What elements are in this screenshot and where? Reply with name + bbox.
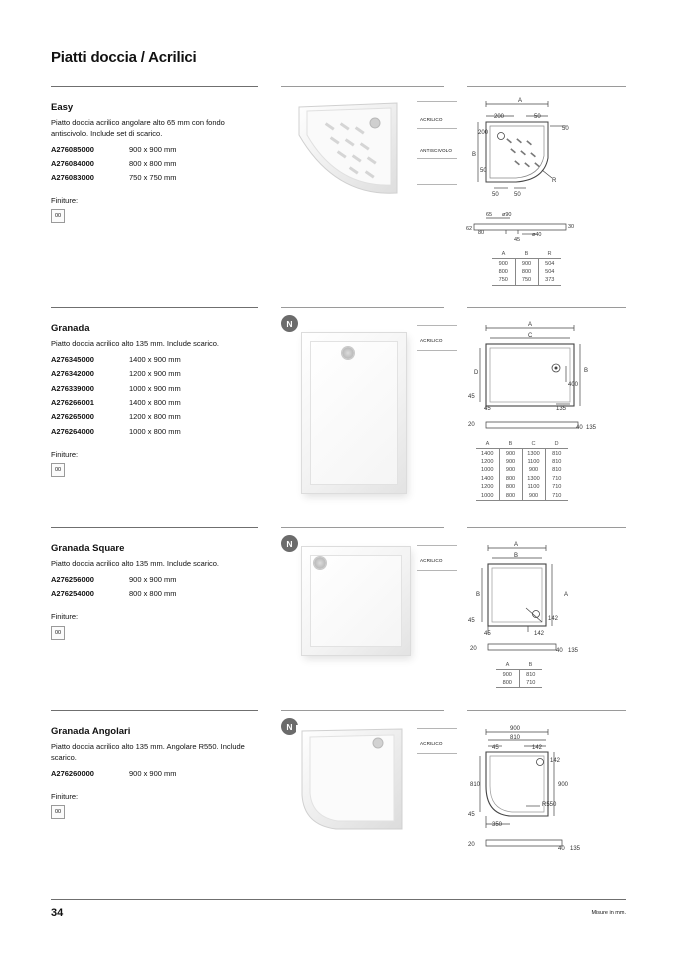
dim-cell: 1100 <box>522 483 545 491</box>
dim-label: 135 <box>586 425 597 431</box>
finish-swatch: 00 <box>51 209 65 223</box>
dim-label: B <box>476 592 481 598</box>
dim-label: 20 <box>468 422 475 428</box>
corner-tray-photo <box>285 95 410 205</box>
dim-label: 135 <box>568 648 579 654</box>
dim-cell: 900 <box>522 466 545 474</box>
dim-cell: 710 <box>545 483 568 491</box>
tray-basin <box>310 555 402 647</box>
dim-label: 142 <box>548 616 559 622</box>
dim-cell: 810 <box>545 458 568 466</box>
dim-label: 50 <box>534 114 541 120</box>
dim-label: 45 <box>484 406 491 412</box>
dim-cell: 1400 <box>481 475 494 482</box>
product-description: Piatto doccia acrilico alto 135 mm. Include scarico. <box>51 559 219 568</box>
dim-label: R <box>552 178 557 184</box>
dim-label: 200 <box>478 130 489 136</box>
section-divider <box>467 710 626 711</box>
product-name: Granada <box>51 323 90 334</box>
product-code: A276085000 <box>51 145 94 154</box>
product-photo <box>302 547 410 655</box>
product-code: A276256000 <box>51 575 94 584</box>
product-size: 1200 x 900 mm <box>129 369 181 378</box>
dim-label: B <box>514 553 519 559</box>
dim-label: B <box>472 152 477 158</box>
dim-label: 135 <box>556 406 567 412</box>
dim-cell: 810 <box>519 670 542 679</box>
product-description: Piatto doccia acrilico alto 135 mm. Include scarico. <box>51 339 219 348</box>
dim-cell: 810 <box>545 449 568 458</box>
dim-cell: 810 <box>545 466 568 474</box>
dim-label: 810 <box>470 782 481 788</box>
footer-divider <box>51 899 626 900</box>
dim-label: 65 <box>486 212 493 218</box>
dim-cell: 800 <box>515 268 538 276</box>
dim-cell: 800 <box>498 268 508 275</box>
dim-label: 40 <box>558 846 565 852</box>
dim-cell: 710 <box>519 679 542 688</box>
product-size: 1000 x 800 mm <box>129 427 181 436</box>
material-divider <box>417 184 457 185</box>
product-code: A276339000 <box>51 384 94 393</box>
dim-label: 50 <box>562 126 569 132</box>
technical-drawing <box>466 96 586 246</box>
product-name: Granada Square <box>51 543 125 554</box>
technical-drawing <box>466 538 586 658</box>
product-code: A276265000 <box>51 412 94 421</box>
dim-label: A <box>518 98 523 104</box>
dim-header: D <box>554 441 559 448</box>
dim-label: 45 <box>492 745 499 751</box>
product-code: A276345000 <box>51 355 94 364</box>
material-label: ACRILICO <box>420 338 443 343</box>
dim-label: 50 <box>480 168 487 174</box>
dim-label: 135 <box>570 846 581 852</box>
dim-cell: 900 <box>515 259 538 268</box>
dim-label: A <box>528 322 533 328</box>
product-size: 900 x 900 mm <box>129 145 177 154</box>
quadrant-tray-photo <box>296 725 412 835</box>
dim-label: C <box>528 333 533 339</box>
section-divider <box>51 86 258 87</box>
drain-icon <box>342 347 354 359</box>
finishes-label: Finiture: <box>51 196 79 205</box>
dim-header: B <box>524 251 529 258</box>
dim-cell: 800 <box>499 475 522 483</box>
finish-swatch: 00 <box>51 805 65 819</box>
dim-cell: 800 <box>499 483 522 491</box>
product-size: 900 x 900 mm <box>129 769 177 778</box>
dim-cell: 900 <box>499 449 522 458</box>
finishes-label: Finiture: <box>51 792 79 801</box>
dim-label: 45 <box>468 812 475 818</box>
product-name: Granada Angolari <box>51 726 131 737</box>
dim-label: D <box>474 370 479 376</box>
material-label: ACRILICO <box>420 558 443 563</box>
dim-cell: 1200 <box>481 484 494 491</box>
product-photo <box>296 725 412 835</box>
section-divider <box>281 307 444 308</box>
dim-cell: 1000 <box>476 491 499 500</box>
material-divider <box>417 101 457 102</box>
dim-header: B <box>528 662 533 669</box>
dim-label: 20 <box>468 842 475 848</box>
dim-cell: 900 <box>522 491 545 500</box>
material-divider <box>417 128 457 129</box>
new-badge: N <box>281 315 298 332</box>
material-label: ACRILICO <box>420 741 443 746</box>
dim-label: 142 <box>550 758 561 764</box>
dim-label: 30 <box>568 224 575 230</box>
footer-note: Misure in mm. <box>591 910 626 916</box>
page-number: 34 <box>51 907 64 919</box>
dim-cell: 900 <box>499 466 522 474</box>
dim-label: 200 <box>494 114 505 120</box>
dim-cell: 900 <box>499 458 522 466</box>
dim-label: 80 <box>478 230 485 236</box>
finish-swatch: 00 <box>51 463 65 477</box>
dim-cell: 800 <box>496 679 519 688</box>
section-divider <box>281 86 444 87</box>
product-size: 900 x 900 mm <box>129 575 177 584</box>
dimension-table <box>492 250 561 286</box>
material-divider <box>417 728 457 729</box>
dim-cell: 504 <box>538 259 561 268</box>
dim-cell: 1000 <box>481 467 494 474</box>
dimension-table <box>476 440 568 501</box>
product-code: A276266001 <box>51 398 94 407</box>
tray-basin <box>310 341 398 485</box>
dim-cell: 800 <box>499 491 522 500</box>
dim-label: 142 <box>532 745 543 751</box>
dimension-table <box>496 661 542 688</box>
dim-cell: 1100 <box>522 458 545 466</box>
dim-cell: 710 <box>545 475 568 483</box>
material-label: ANTISCIVOLO <box>420 148 452 153</box>
dim-label: 142 <box>534 631 545 637</box>
product-description: Piatto doccia acrilico alto 135 mm. Angolare R550. Include scarico. <box>51 742 245 762</box>
new-badge: N <box>281 535 298 552</box>
dim-label: B <box>584 368 589 374</box>
product-size: 1000 x 900 mm <box>129 384 181 393</box>
material-divider <box>417 753 457 754</box>
product-size: 800 x 800 mm <box>129 589 177 598</box>
dim-label: 45 <box>514 237 521 243</box>
new-badge: N <box>281 718 298 735</box>
drain-icon <box>314 557 326 569</box>
product-size: 1200 x 800 mm <box>129 412 181 421</box>
dim-label: 50 <box>492 192 499 198</box>
dim-cell: 504 <box>538 268 561 276</box>
section-divider <box>51 527 258 528</box>
material-divider <box>417 325 457 326</box>
dim-label: 62 <box>466 226 473 232</box>
product-code: A276084000 <box>51 159 94 168</box>
dim-label: 40 <box>556 648 563 654</box>
finishes-label: Finiture: <box>51 450 79 459</box>
section-divider <box>467 307 626 308</box>
dim-header: B <box>508 441 513 448</box>
finishes-label: Finiture: <box>51 612 79 621</box>
section-divider <box>467 86 626 87</box>
dim-header: A <box>485 441 490 448</box>
product-description: Piatto doccia acrilico angolare alto 65 mm con fondo antiscivolo. Include set di scarico. <box>51 118 225 138</box>
dim-label: 350 <box>492 822 503 828</box>
dim-label: 40 <box>576 425 583 431</box>
product-photo <box>285 95 410 205</box>
dim-cell: 1300 <box>522 449 545 458</box>
product-code: A276342000 <box>51 369 94 378</box>
material-label: ACRILICO <box>420 117 443 122</box>
finish-swatch: 00 <box>51 626 65 640</box>
dim-label: R550 <box>542 802 557 808</box>
material-divider <box>417 570 457 571</box>
dim-label: 900 <box>558 782 569 788</box>
dim-cell: 900 <box>492 259 515 268</box>
dim-label: ø40 <box>532 232 542 238</box>
dim-label: 45 <box>484 631 491 637</box>
dim-label: ø90 <box>502 212 512 218</box>
dim-label: A <box>564 592 569 598</box>
product-size: 1400 x 800 mm <box>129 398 181 407</box>
dim-cell: 373 <box>538 276 561 285</box>
dim-label: 900 <box>510 726 521 732</box>
material-divider <box>417 350 457 351</box>
technical-drawing <box>466 722 586 857</box>
product-code: A276083000 <box>51 173 94 182</box>
dim-header: R <box>547 251 552 258</box>
technical-drawing <box>466 318 601 436</box>
dim-label: 45 <box>468 394 475 400</box>
dim-cell: 1300 <box>522 475 545 483</box>
dim-label: 45 <box>468 618 475 624</box>
dim-label: A <box>514 542 519 548</box>
dim-label: 50 <box>514 192 521 198</box>
product-size: 750 x 750 mm <box>129 173 177 182</box>
material-divider <box>417 158 457 159</box>
section-divider <box>51 710 258 711</box>
product-photo <box>302 333 406 493</box>
dim-header: A <box>501 251 506 258</box>
dim-cell: 1200 <box>481 458 494 465</box>
section-divider <box>281 710 444 711</box>
dim-cell: 750 <box>492 276 515 285</box>
dim-label: 400 <box>568 382 579 388</box>
dim-label: 20 <box>470 646 477 652</box>
section-divider <box>51 307 258 308</box>
dim-cell: 1400 <box>476 449 499 458</box>
product-code: A276260000 <box>51 769 94 778</box>
page-title: Piatti doccia / Acrilici <box>51 49 197 66</box>
product-size: 800 x 800 mm <box>129 159 177 168</box>
dim-header: A <box>505 662 510 669</box>
dim-cell: 710 <box>545 491 568 500</box>
dim-cell: 900 <box>496 670 519 679</box>
product-code: A276264000 <box>51 427 94 436</box>
product-size: 1400 x 900 mm <box>129 355 181 364</box>
material-divider <box>417 545 457 546</box>
product-name: Easy <box>51 102 74 113</box>
dim-header: C <box>531 441 536 448</box>
dim-label: 810 <box>510 735 521 741</box>
section-divider <box>467 527 626 528</box>
dim-cell: 750 <box>515 276 538 285</box>
section-divider <box>281 527 444 528</box>
product-code: A276254000 <box>51 589 94 598</box>
